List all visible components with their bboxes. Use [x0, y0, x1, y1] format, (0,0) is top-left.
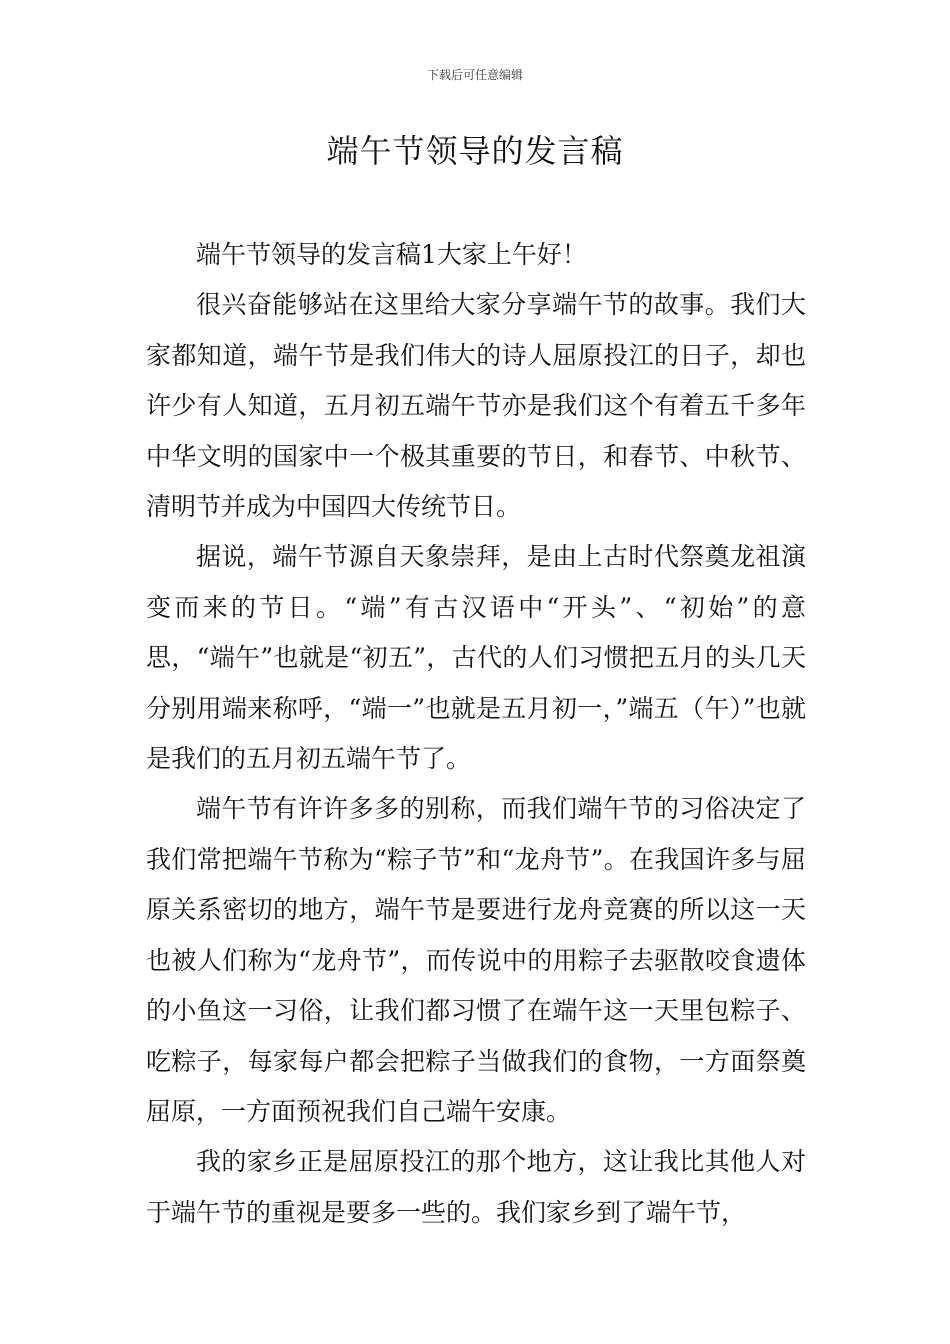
- paragraph-origin: 据说，端午节源自天象崇拜，是由上古时代祭奠龙祖演变而来的节日。“端”有古汉语中“开头”、“初始”的意思，“端午”也就是“初五”，古代的人们习惯把五月的头几天分别用端来称呼，“端一”也就是五月初一，”端五（午）”也就是我们的五月初五端午节了。: [146, 542, 806, 774]
- document-title: 端午节领导的发言稿: [326, 132, 624, 170]
- paragraph-hometown: 我的家乡正是屈原投江的那个地方，这让我比其他人对于端午节的重视是要多一些的。我们家乡到了端午节，: [146, 1147, 806, 1227]
- header-note: 下载后可任意编辑: [426, 68, 523, 82]
- paragraph-intro: 很兴奋能够站在这里给大家分享端午节的故事。我们大家都知道，端午节是我们伟大的诗人屈原投江的日子，却也许少有人知道，五月初五端午节亦是我们这个有着五千多年中华文明的国家中一个极其重要的节日，和春节、中秋节、清明节并成为中国四大传统节日。: [146, 290, 806, 522]
- paragraph-greeting: 端午节领导的发言稿1大家上午好！: [196, 240, 587, 269]
- document-body: [146, 230, 806, 1238]
- paragraph-customs: 端午节有许许多多的别称，而我们端午节的习俗决定了我们常把端午节称为“粽子节”和“龙舟节”。在我国许多与屈原关系密切的地方，端午节是要进行龙舟竞赛的所以这一天也被人们称为“龙舟节”，而传说中的用粽子去驱散咬食遗体的小鱼这一习俗，让我们都习惯了在端午这一天里包粽子、吃粽子，每家每户都会把粽子当做我们的食物，一方面祭奠屈原，一方面预祝我们自己端午安康。: [146, 794, 806, 1126]
